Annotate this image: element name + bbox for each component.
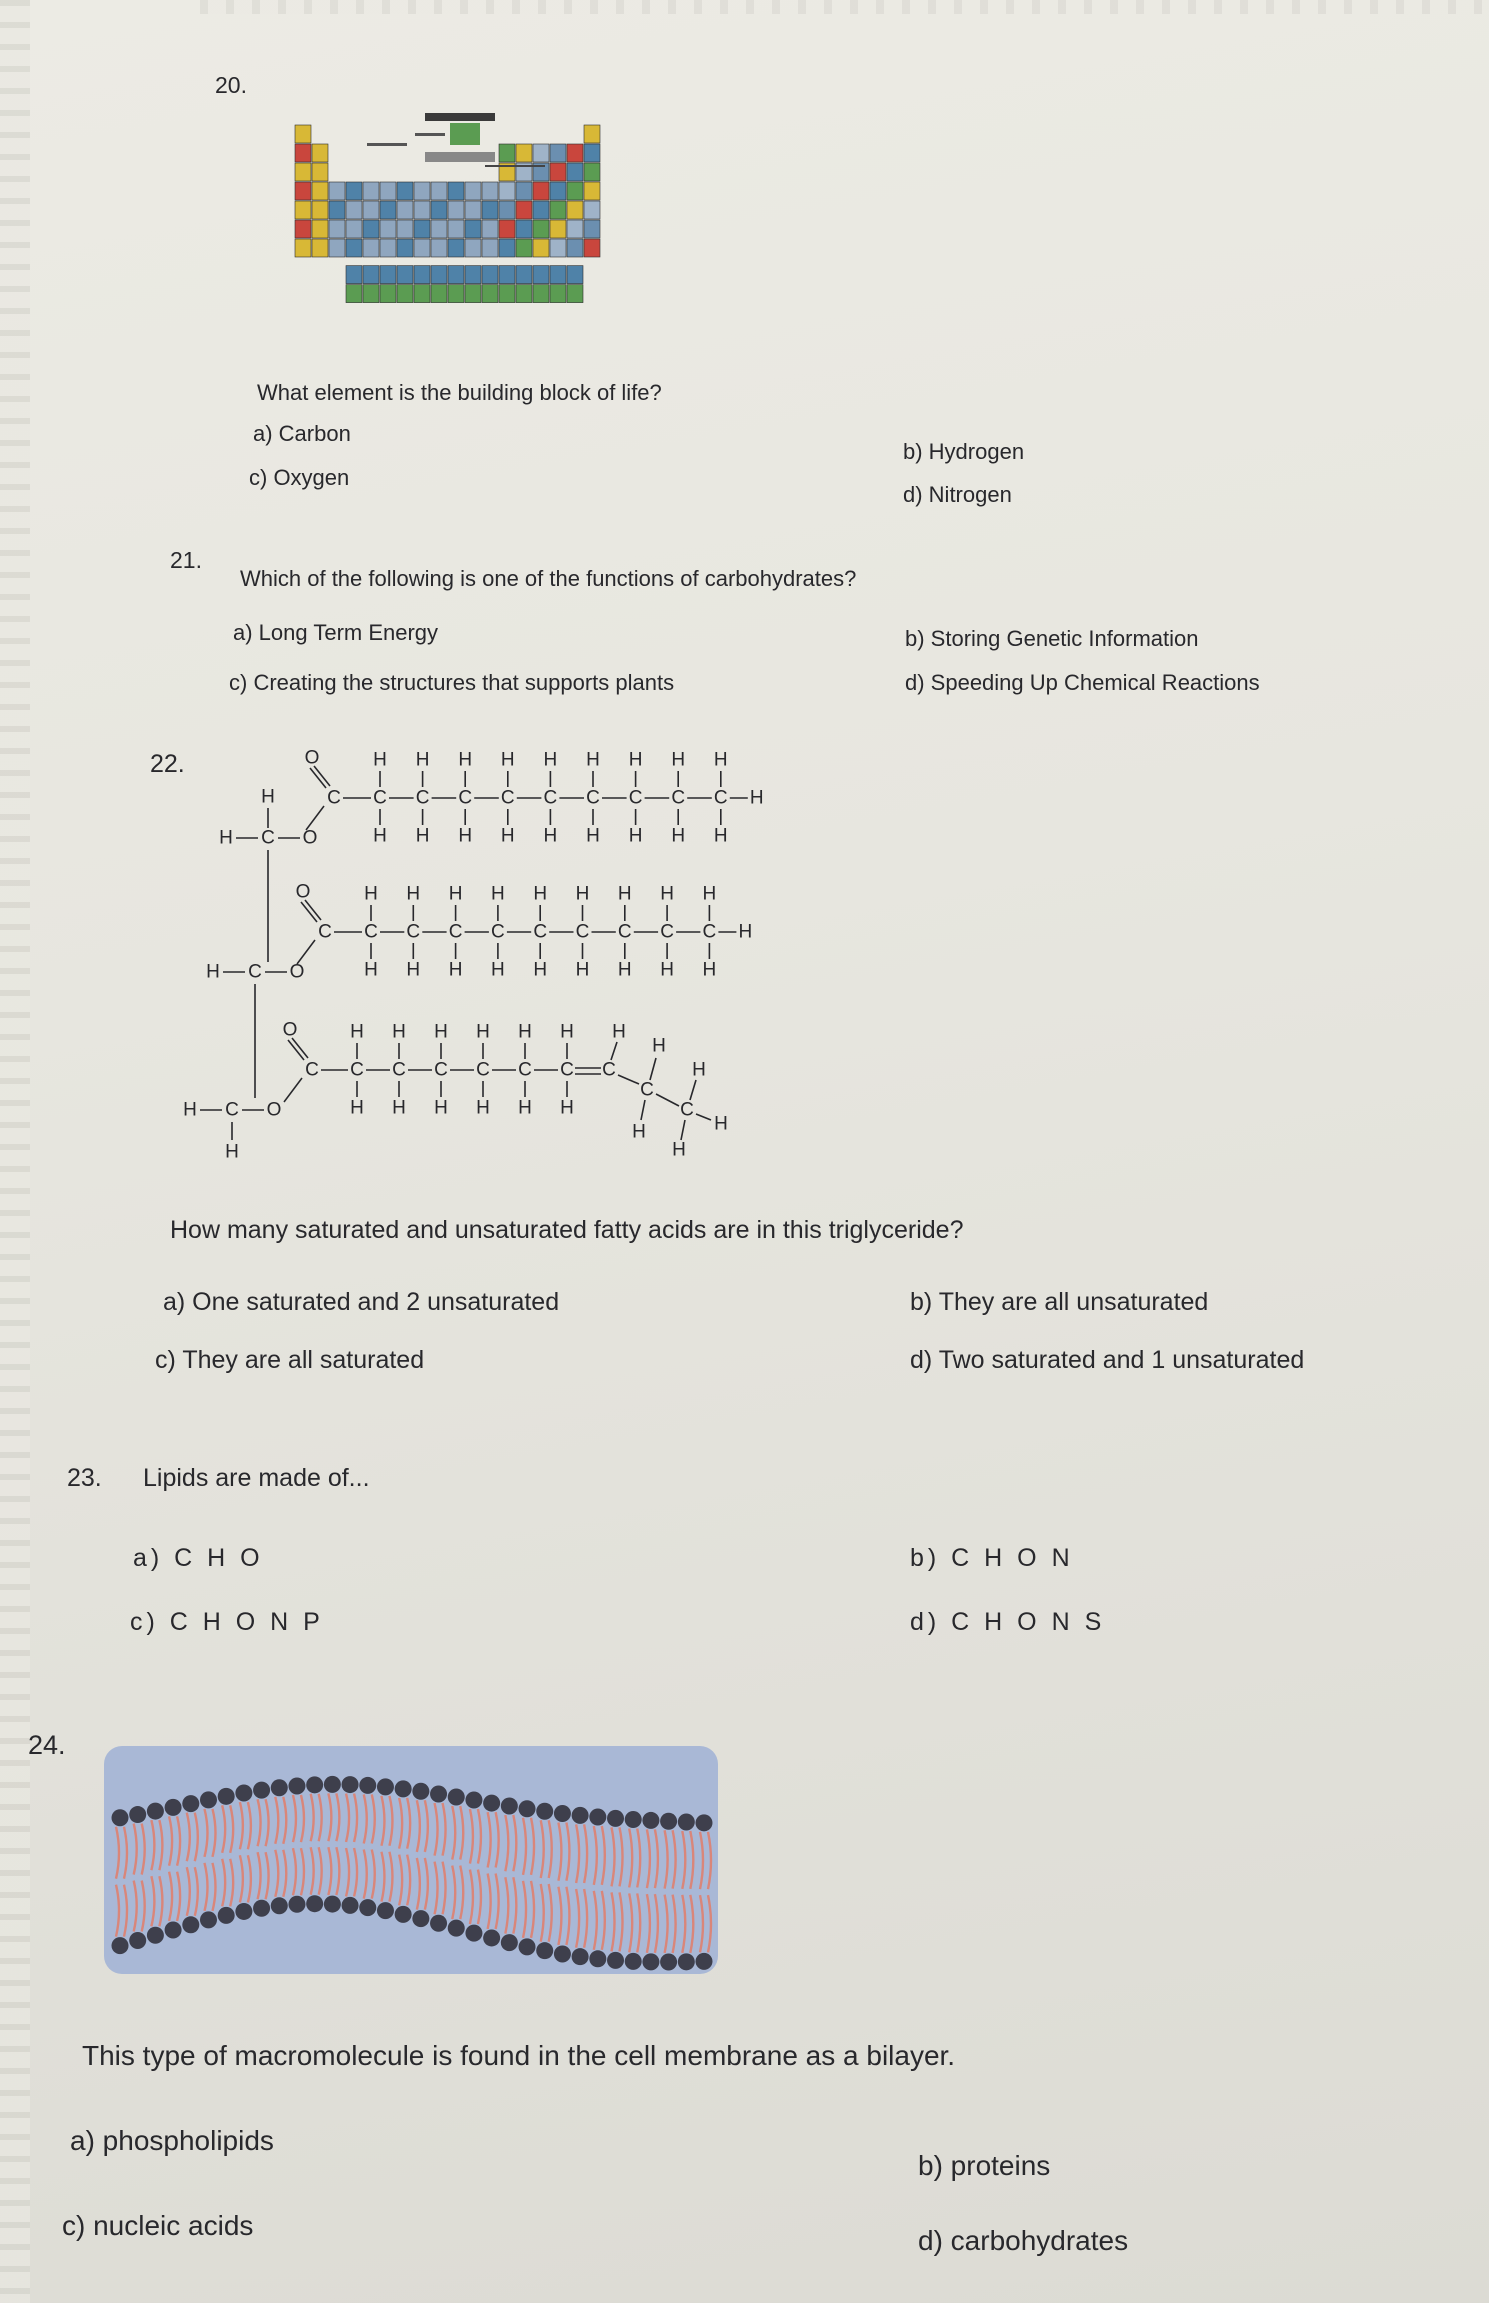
chain-carbon: C — [518, 1059, 532, 1081]
chain-hydrogen: H — [392, 1097, 406, 1119]
chain-hydrogen: H — [560, 1021, 574, 1043]
phospholipid-head — [200, 1911, 217, 1928]
bond-line — [284, 1078, 302, 1102]
phospholipid-head — [271, 1779, 288, 1796]
phospholipid-head — [359, 1777, 376, 1794]
chain-hydrogen: H — [434, 1021, 448, 1043]
chain-hydrogen: H — [702, 959, 717, 981]
chain-hydrogen: H — [543, 825, 558, 847]
chain-hydrogen: H — [350, 1097, 364, 1119]
chain-carbon: C — [628, 787, 643, 809]
phospholipid-head — [554, 1945, 571, 1962]
option-c[interactable]: c) Oxygen — [249, 465, 350, 490]
glycerol-hydrogen: H — [261, 786, 275, 808]
phospholipid-head — [696, 1953, 713, 1970]
chain-hydrogen: H — [373, 825, 387, 847]
phospholipid-head — [235, 1903, 252, 1920]
chain-hydrogen: H — [713, 749, 728, 771]
chain-carbon: C — [640, 1079, 654, 1101]
chain-hydrogen: H — [373, 749, 387, 771]
option-a[interactable]: a) One saturated and 2 unsaturated — [163, 1288, 560, 1316]
chain-hydrogen: H — [617, 959, 632, 981]
chain-carbon: C — [373, 787, 387, 809]
phospholipid-head — [324, 1896, 341, 1913]
double-bond-carbon: C — [602, 1059, 616, 1081]
glycerol-carbon: C — [248, 961, 262, 983]
phospholipid-head — [359, 1899, 376, 1916]
phospholipid-head — [448, 1920, 465, 1937]
phospholipid-head — [519, 1938, 536, 1955]
ester-oxygen: O — [266, 1099, 282, 1121]
option-c[interactable]: c) C H O N P — [130, 1608, 324, 1636]
chain-hydrogen: H — [671, 749, 686, 771]
chain-carbon: C — [500, 787, 515, 809]
chain-carbon: C — [392, 1059, 406, 1081]
chain-hydrogen: H — [702, 883, 717, 905]
option-a[interactable]: a) Carbon — [253, 421, 351, 446]
chain-carbon: C — [350, 1059, 364, 1081]
question-text: How many saturated and unsaturated fatty acids are in this triglyceride? — [170, 1216, 964, 1244]
phospholipid-head — [536, 1942, 553, 1959]
option-c[interactable]: c) They are all saturated — [155, 1346, 425, 1374]
phospholipid-head — [165, 1799, 182, 1816]
chain-hydrogen: H — [672, 1139, 686, 1161]
phospholipid-head — [625, 1811, 642, 1828]
chain-hydrogen: H — [628, 825, 643, 847]
chain-hydrogen: H — [533, 883, 548, 905]
chain-carbon: C — [364, 921, 378, 943]
chain-hydrogen: H — [560, 1097, 574, 1119]
phospholipid-head — [536, 1803, 553, 1820]
chain-hydrogen: H — [476, 1097, 490, 1119]
question-text: What element is the building block of life? — [257, 380, 662, 405]
phospholipid-head — [377, 1902, 394, 1919]
glycerol-carbon: C — [261, 827, 275, 849]
chain-carbon: C — [702, 921, 717, 943]
phospholipid-head — [412, 1910, 429, 1927]
chain-hydrogen: H — [586, 749, 600, 771]
glycerol-hydrogen: H — [219, 827, 233, 849]
chain-hydrogen: H — [364, 883, 378, 905]
option-d[interactable]: d) Nitrogen — [903, 482, 1012, 507]
bond-line — [306, 806, 324, 830]
phospholipid-head — [253, 1782, 270, 1799]
bond-line — [650, 1058, 656, 1080]
glycerol-hydrogen: H — [225, 1141, 239, 1163]
option-a[interactable]: a) phospholipids — [70, 2125, 274, 2156]
chain-carbon: C — [560, 1059, 574, 1081]
chain-carbon: C — [543, 787, 558, 809]
chain-hydrogen: H — [415, 749, 430, 771]
chain-end-hydrogen: H — [749, 787, 764, 809]
phospholipid-head — [607, 1952, 624, 1969]
chain-carbon: C — [458, 787, 473, 809]
bond-line — [641, 1100, 645, 1120]
chain-hydrogen: H — [518, 1021, 532, 1043]
question-number: 20. — [215, 72, 247, 98]
question-text: This type of macromolecule is found in the cell membrane as a bilayer. — [82, 2040, 956, 2071]
chain-hydrogen: H — [628, 749, 643, 771]
question-number: 22. — [150, 750, 185, 778]
chain-carbon: C — [586, 787, 600, 809]
carbonyl-carbon: C — [327, 787, 341, 809]
question-number: 24. — [28, 1730, 66, 1760]
chain-carbon: C — [671, 787, 686, 809]
phospholipid-head — [501, 1934, 518, 1951]
chain-hydrogen: H — [448, 959, 463, 981]
chain-hydrogen: H — [364, 959, 378, 981]
phospholipid-head — [572, 1948, 589, 1965]
phospholipid-head — [253, 1900, 270, 1917]
phospholipid-head — [112, 1937, 129, 1954]
bond-line — [618, 1075, 639, 1084]
phospholipid-head — [342, 1776, 359, 1793]
option-d[interactable]: d) carbohydrates — [918, 2225, 1129, 2256]
chain-hydrogen: H — [448, 883, 463, 905]
glycerol-carbon: C — [225, 1099, 239, 1121]
carbonyl-oxygen: O — [295, 881, 311, 903]
chain-hydrogen: H — [533, 959, 548, 981]
chain-hydrogen: H — [406, 883, 421, 905]
phospholipid-head — [200, 1791, 217, 1808]
chain-carbon: C — [406, 921, 421, 943]
phospholipid-head — [182, 1795, 199, 1812]
option-b[interactable]: b) Hydrogen — [903, 439, 1025, 464]
phospholipid-head — [288, 1777, 305, 1794]
ester-oxygen: O — [289, 961, 305, 983]
chain-hydrogen: H — [458, 825, 473, 847]
option-d[interactable]: d) Speeding Up Chemical Reactions — [905, 670, 1260, 695]
phospholipid-head — [589, 1950, 606, 1967]
phospholipid-head — [642, 1812, 659, 1829]
chain-hydrogen: H — [350, 1021, 364, 1043]
phospholipid-head — [288, 1896, 305, 1913]
phospholipid-head — [678, 1814, 695, 1831]
chain-hydrogen: H — [491, 883, 505, 905]
phospholipid-head — [519, 1800, 536, 1817]
bond-line — [297, 940, 315, 964]
phospholipid-head — [342, 1897, 359, 1914]
chain-hydrogen: H — [500, 749, 515, 771]
carbonyl-oxygen: O — [304, 747, 320, 769]
chain-hydrogen: H — [476, 1021, 490, 1043]
chain-hydrogen: H — [713, 825, 728, 847]
phospholipid-head — [430, 1786, 447, 1803]
phospholipid-head — [572, 1807, 589, 1824]
phospholipid-head — [696, 1814, 713, 1831]
phospholipid-head — [395, 1780, 412, 1797]
chain-hydrogen: H — [406, 959, 421, 981]
option-d[interactable]: d) Two saturated and 1 unsaturated — [910, 1346, 1305, 1374]
bond-line — [611, 1042, 617, 1060]
phospholipid-head — [483, 1929, 500, 1946]
phospholipid-head — [235, 1785, 252, 1802]
chain-hydrogen: H — [575, 959, 590, 981]
chain-carbon: C — [680, 1099, 694, 1121]
phospholipid-head — [483, 1795, 500, 1812]
phospholipid-head — [465, 1925, 482, 1942]
phospholipid-head — [377, 1778, 394, 1795]
phospholipid-head — [589, 1809, 606, 1826]
phospholipid-head — [218, 1788, 235, 1805]
phospholipid-head — [306, 1895, 323, 1912]
phospholipid-head — [112, 1809, 129, 1826]
chain-hydrogen: H — [671, 825, 686, 847]
phospholipid-head — [465, 1792, 482, 1809]
option-d[interactable]: d) C H O N S — [910, 1608, 1106, 1636]
chain-hydrogen: H — [660, 959, 674, 981]
question-number: 21. — [170, 547, 202, 573]
phospholipid-head — [607, 1810, 624, 1827]
option-b[interactable]: b) C H O N — [910, 1544, 1074, 1572]
chain-carbon: C — [533, 921, 548, 943]
phospholipid-head — [554, 1805, 571, 1822]
option-b[interactable]: b) Storing Genetic Information — [905, 626, 1199, 651]
carbonyl-oxygen: O — [282, 1019, 298, 1041]
carbonyl-carbon: C — [305, 1059, 319, 1081]
chain-carbon: C — [434, 1059, 448, 1081]
chain-hydrogen: H — [660, 883, 674, 905]
phospholipid-head — [218, 1907, 235, 1924]
phospholipid-head — [660, 1813, 677, 1830]
carbonyl-carbon: C — [318, 921, 332, 943]
phospholipid-head — [271, 1897, 288, 1914]
option-b[interactable]: b) They are all unsaturated — [910, 1288, 1209, 1316]
phospholipid-head — [324, 1776, 341, 1793]
chain-hydrogen: H — [612, 1021, 626, 1043]
phospholipid-head — [501, 1798, 518, 1815]
chain-carbon: C — [491, 921, 505, 943]
chain-hydrogen: H — [632, 1121, 646, 1143]
option-a[interactable]: a) C H O — [133, 1544, 264, 1572]
chain-hydrogen: H — [415, 825, 430, 847]
chain-hydrogen: H — [652, 1035, 666, 1057]
phospholipid-head — [147, 1927, 164, 1944]
bond-line — [681, 1120, 685, 1140]
chain-carbon: C — [660, 921, 674, 943]
question-text: Lipids are made of... — [143, 1464, 370, 1492]
phospholipid-head — [642, 1953, 659, 1970]
glycerol-hydrogen: H — [206, 961, 220, 983]
chain-hydrogen: H — [434, 1097, 448, 1119]
chain-carbon: C — [617, 921, 632, 943]
chain-carbon: C — [415, 787, 430, 809]
phospholipid-head — [678, 1953, 695, 1970]
chain-hydrogen: H — [692, 1059, 706, 1081]
chain-hydrogen: H — [458, 749, 473, 771]
chain-hydrogen: H — [491, 959, 505, 981]
chain-hydrogen: H — [392, 1021, 406, 1043]
chain-carbon: C — [575, 921, 590, 943]
phospholipid-head — [448, 1788, 465, 1805]
chain-hydrogen: H — [617, 883, 632, 905]
chain-hydrogen: H — [518, 1097, 532, 1119]
glycerol-hydrogen: H — [183, 1099, 197, 1121]
phospholipid-head — [147, 1803, 164, 1820]
phospholipid-head — [129, 1806, 146, 1823]
chain-end-hydrogen: H — [714, 1113, 728, 1135]
chain-hydrogen: H — [543, 749, 558, 771]
phospholipid-head — [430, 1915, 447, 1932]
question-text: Which of the following is one of the functions of carbohydrates? — [240, 566, 857, 591]
chain-carbon: C — [448, 921, 463, 943]
phospholipid-head — [660, 1954, 677, 1971]
bond-line — [696, 1114, 711, 1120]
cell-membrane-image — [100, 1740, 725, 1980]
phospholipid-head — [129, 1932, 146, 1949]
chain-end-hydrogen: H — [738, 921, 753, 943]
phospholipid-head — [395, 1906, 412, 1923]
chain-hydrogen: H — [500, 825, 515, 847]
chain-hydrogen: H — [575, 883, 590, 905]
option-b[interactable]: b) proteins — [918, 2150, 1051, 2181]
phospholipid-head — [306, 1776, 323, 1793]
question-number: 23. — [67, 1464, 102, 1492]
phospholipid-head — [165, 1921, 182, 1938]
chain-carbon: C — [713, 787, 728, 809]
option-c[interactable]: c) Creating the structures that supports plants — [229, 670, 675, 695]
chain-hydrogen: H — [586, 825, 600, 847]
option-a[interactable]: a) Long Term Energy — [233, 620, 439, 645]
phospholipid-head — [182, 1916, 199, 1933]
bond-line — [656, 1094, 679, 1106]
phospholipid-head — [412, 1783, 429, 1800]
phospholipid-head — [625, 1953, 642, 1970]
ester-oxygen: O — [302, 827, 318, 849]
chain-carbon: C — [476, 1059, 490, 1081]
bond-line — [690, 1080, 696, 1100]
option-c[interactable]: c) nucleic acids — [62, 2210, 254, 2241]
